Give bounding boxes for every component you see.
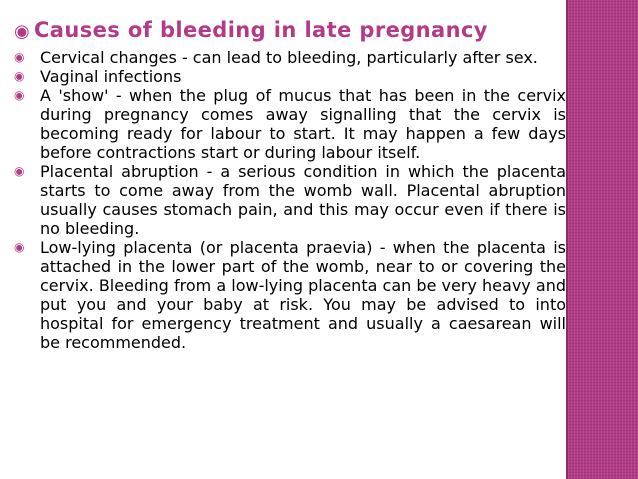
circle-dot-bullet-icon: ◉ xyxy=(14,50,25,64)
list-item-text: Low-lying placenta (or placenta praevia) - when the placenta is attached in the lower part of the womb, near to or covering the cervix. Bleeding from a low-lying placenta can be very heavy and put you and your baby at risk. You may be advised to into hospital for emergency treatment and usually a caesarean will be recommended. xyxy=(40,238,566,352)
circle-dot-bullet-icon: ◉ xyxy=(14,21,30,42)
slide-content xyxy=(14,18,566,352)
circle-dot-bullet-icon: ◉ xyxy=(14,88,25,102)
list-item-text: Vaginal infections xyxy=(40,67,182,86)
list-item-text: Placental abruption - a serious condition in which the placenta starts to come away from the womb wall. Placental abruption usually causes stomach pain, and this may occur even if there is no bleeding. xyxy=(40,162,566,238)
slide-title: Causes of bleeding in late pregnancy xyxy=(34,18,488,42)
circle-dot-bullet-icon: ◉ xyxy=(14,240,25,254)
list-item xyxy=(14,48,566,67)
side-decorative-band xyxy=(568,0,638,479)
list-item xyxy=(14,238,566,352)
list-item-text: Cervical changes - can lead to bleeding, particularly after sex. xyxy=(40,48,538,67)
list-item xyxy=(14,86,566,162)
circle-dot-bullet-icon: ◉ xyxy=(14,164,25,178)
circle-dot-bullet-icon: ◉ xyxy=(14,69,25,83)
list-item-text: A 'show' - when the plug of mucus that has been in the cervix during pregnancy comes away signalling that the cervix is becoming ready for labour to start. It may happen a few days before contractions start or during labour itself. xyxy=(40,86,566,162)
list-item xyxy=(14,162,566,238)
list-item xyxy=(14,67,566,86)
title-row xyxy=(14,18,566,42)
